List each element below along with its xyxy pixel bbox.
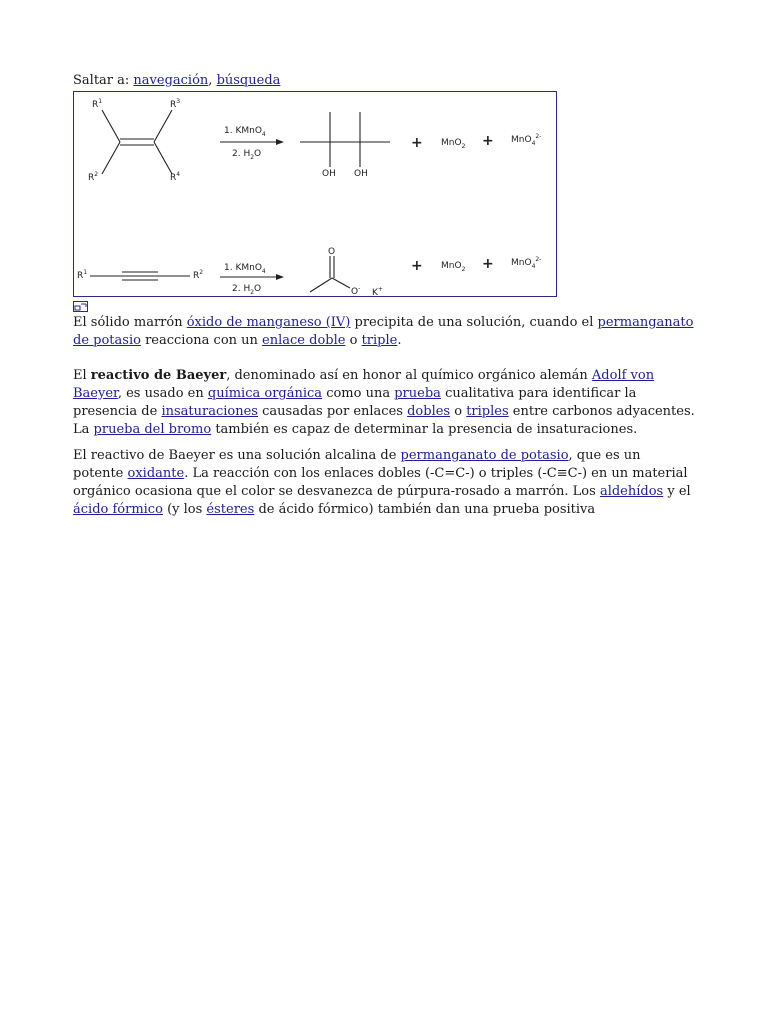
arrow-head [276,139,284,145]
paragraph-3 [73,447,695,519]
label-r2: $R^2$ [88,171,99,183]
link-oxidante[interactable]: oxidante [127,466,185,481]
plus-sign: + [482,256,494,272]
p2-text: , es usado en [117,386,204,401]
oxygen-label: O [328,247,336,257]
link-permanganato-potasio-2[interactable]: permanganato de potasio [400,448,569,463]
p1-text: o [349,333,358,348]
reaction-scheme [74,92,556,296]
label-r1-alkyne: $R^1$ [77,269,88,281]
link-insaturaciones[interactable]: insaturaciones [161,404,258,419]
step2-label: 2. $H_2O$ [232,149,262,161]
article-body [73,72,695,519]
link-esteres[interactable]: ésteres [206,502,255,517]
diol-structure [300,112,390,167]
link-triple[interactable]: triple [361,333,398,348]
p2-text: como una [326,386,391,401]
p3-text: , que es un potente [73,448,641,481]
link-triples[interactable]: triples [466,404,509,419]
link-permanganato-potasio[interactable]: permanganato de potasio [73,315,694,348]
link-dobles[interactable]: dobles [407,404,451,419]
step1-label: 1. KMnO$_4$ [224,263,266,275]
enlarge-icon[interactable] [73,301,88,312]
p3-text: de ácido fórmico) también dan una prueba positiva [258,502,596,517]
p3-text: . La reacción con los enlaces dobles (-C=C-) o triples (-C≡C-) en un material orgánico ocasiona que el color se desvanezca de púrpura-rosado a marrón. Los [73,466,688,499]
oh-label-2: OH [354,169,368,179]
carboxylate-structure [310,256,350,292]
link-prueba-del-bromo[interactable]: prueba del bromo [93,422,212,437]
link-busqueda[interactable]: búsqueda [216,73,281,88]
step2-label: 2. $H_2O$ [232,284,262,296]
p3-text: y el [667,484,691,499]
jump-separator: , [208,73,213,88]
k-plus-label: K+ [372,286,383,296]
link-adolf-von-baeyer[interactable]: Adolf von Baeyer [73,368,655,401]
p2-text: El [73,368,87,383]
label-r2-alkyne: $R^2$ [193,269,204,281]
p1-text: precipita de una solución, cuando el [354,315,594,330]
label-r4: $R^4$ [170,171,181,183]
label-r3: $R^3$ [170,98,181,110]
p1-text: reacciona con un [145,333,258,348]
p3-text: (y los [167,502,203,517]
link-acido-formico[interactable]: ácido fórmico [73,502,163,517]
paragraph-2 [73,367,695,439]
alkyne-structure [90,272,190,280]
link-enlace-doble[interactable]: enlace doble [262,333,346,348]
link-oxido-manganeso[interactable]: óxido de manganeso (IV) [186,315,351,330]
link-prueba[interactable]: prueba [394,386,441,401]
plus-sign: + [482,133,494,149]
plus-sign: + [411,135,423,151]
o-minus-label: O- [351,285,361,296]
mno2-label: MnO$_2$ [441,261,466,273]
step1-label: 1. KMnO$_4$ [224,126,266,138]
paragraph-1 [73,314,695,350]
p2-text: cualitativa para identificar la presencia de [73,386,637,419]
p2-text: , denominado así en honor al químico orgánico alemán [226,368,588,383]
oh-label-1: OH [322,169,336,179]
p2-text: entre carbonos adyacentes. La [73,404,695,437]
mno4-label: MnO$_4^{2-}$ [511,256,542,270]
mno2-label: MnO$_2$ [441,138,466,150]
alkene-structure [102,110,172,174]
mno4-label: MnO$_4^{2-}$ [511,133,542,147]
p2-text: causadas por enlaces [262,404,403,419]
link-aldehidos[interactable]: aldehídos [599,484,664,499]
p2-text: o [454,404,463,419]
plus-sign: + [411,258,423,274]
p2-text: también es capaz de determinar la presencia de insaturaciones. [215,422,638,437]
link-quimica-organica[interactable]: química orgánica [207,386,323,401]
p1-text: . [397,333,402,348]
link-navegacion[interactable]: navegación [133,73,209,88]
p3-text: El reactivo de Baeyer es una solución alcalina de [73,448,397,463]
reaction-figure [73,91,557,297]
p1-text: El sólido marrón [73,315,183,330]
arrow-head [276,274,284,280]
term-reactivo-baeyer: reactivo de Baeyer [90,368,227,383]
jump-prefix: Saltar a: [73,73,130,88]
jump-links [73,72,695,90]
label-r1: $R^1$ [92,98,103,110]
